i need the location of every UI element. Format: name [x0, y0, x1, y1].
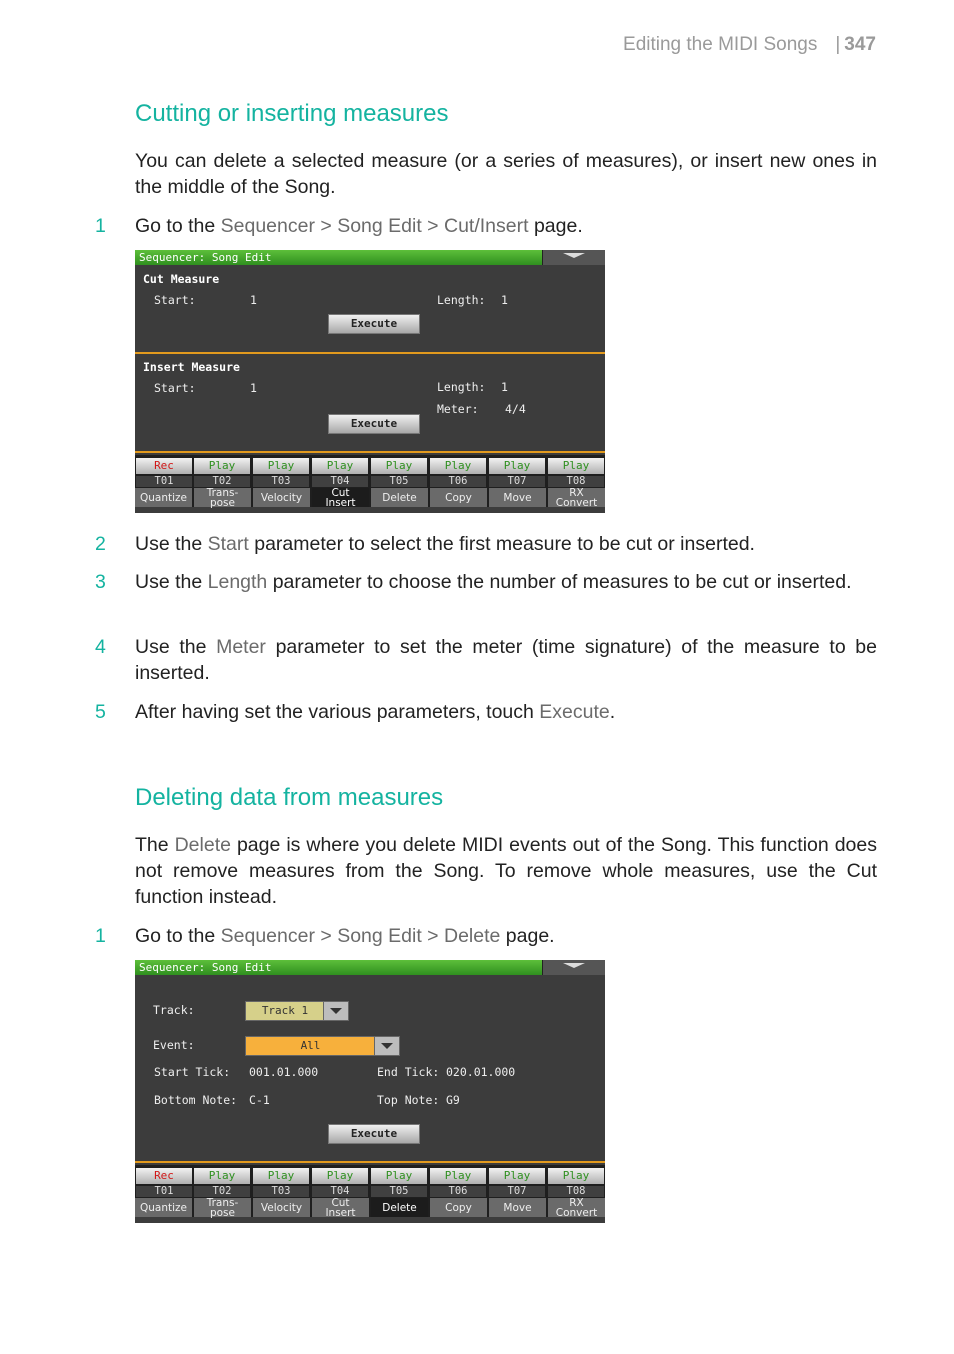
track-state[interactable]: Play — [253, 458, 309, 474]
track-name: T02 — [194, 1186, 250, 1197]
step-number: 5 — [95, 701, 106, 723]
track-label: Track: — [153, 1003, 195, 1017]
track-area — [135, 455, 605, 507]
step-text: Go to the Sequencer > Song Edit > Cut/Insert page. — [135, 215, 583, 237]
section-heading-delete: Deleting data from measures — [135, 784, 444, 811]
track-name: T03 — [253, 476, 309, 487]
page-number: 347 — [844, 34, 876, 55]
tab-move[interactable]: Move — [489, 1198, 546, 1217]
dropdown-arrow — [374, 1037, 399, 1055]
end-tick-value[interactable]: 020.01.000 — [446, 1065, 516, 1079]
tab-cut-insert[interactable]: Cut Insert — [312, 1198, 369, 1217]
bottom-note-label: Bottom Note: — [154, 1093, 238, 1107]
section-divider — [135, 352, 605, 354]
track-area — [135, 1165, 605, 1217]
menu-arrow-icon — [563, 253, 585, 258]
track-state[interactable]: Rec — [136, 1168, 192, 1184]
tab-delete[interactable]: Delete — [371, 488, 428, 507]
cut-insert-screen — [135, 250, 605, 513]
track-state[interactable]: Play — [489, 1168, 545, 1184]
cut-start-value[interactable]: 1 — [250, 293, 257, 307]
track-name: T06 — [430, 1186, 486, 1197]
chevron-down-icon — [381, 1043, 393, 1049]
tab-velocity[interactable]: Velocity — [253, 1198, 310, 1217]
track-name: T01 — [136, 1186, 192, 1197]
track-name: T05 — [371, 1186, 427, 1197]
insert-start-label: Start: — [154, 381, 196, 395]
tab-transpose[interactable]: Trans- pose — [194, 1198, 251, 1217]
track-name: T01 — [136, 476, 192, 487]
tab-delete[interactable]: Delete — [371, 1198, 428, 1217]
event-label: Event: — [153, 1038, 195, 1052]
dropdown-arrow — [323, 1002, 348, 1020]
track-dropdown[interactable] — [245, 1001, 349, 1021]
insert-start-value[interactable]: 1 — [250, 381, 257, 395]
step-text: Use the Start parameter to select the first measure to be cut or inserted. — [135, 533, 755, 555]
cut-length-value[interactable]: 1 — [501, 293, 508, 307]
track-name: T04 — [312, 1186, 368, 1197]
running-head — [623, 34, 876, 56]
track-state[interactable]: Play — [548, 458, 604, 474]
tab-quantize[interactable]: Quantize — [135, 1198, 192, 1217]
delete-screen — [135, 960, 605, 1223]
top-note-label: Top Note: — [377, 1093, 440, 1107]
track-state[interactable]: Play — [194, 1168, 250, 1184]
section1-intro: You can delete a selected measure (or a series of measures), or insert new ones in the middle of the Song. — [135, 150, 877, 198]
insert-execute-button[interactable]: Execute — [328, 414, 420, 434]
section-heading-cut-insert: Cutting or inserting measures — [135, 100, 449, 127]
insert-length-value[interactable]: 1 — [501, 380, 508, 394]
track-state[interactable]: Play — [253, 1168, 309, 1184]
track-name: T08 — [548, 1186, 604, 1197]
track-state[interactable]: Play — [548, 1168, 604, 1184]
cut-execute-button[interactable]: Execute — [328, 314, 420, 334]
track-divider — [135, 1161, 605, 1163]
step-text: Use the Meter parameter to set the meter (time signature) of the measure to be inserted. — [135, 636, 877, 684]
tab-rx-convert[interactable]: RX Convert — [548, 1198, 605, 1217]
tab-cut-insert[interactable]: Cut Insert — [312, 488, 369, 507]
track-state[interactable]: Play — [312, 1168, 368, 1184]
start-tick-label: Start Tick: — [154, 1065, 231, 1079]
insert-length-label: Length: — [437, 380, 486, 394]
track-state[interactable]: Play — [430, 1168, 486, 1184]
tab-copy[interactable]: Copy — [430, 1198, 487, 1217]
delete-execute-button[interactable]: Execute — [328, 1124, 420, 1144]
step-number: 3 — [95, 571, 106, 593]
track-name: T03 — [253, 1186, 309, 1197]
bottom-note-value[interactable]: C-1 — [249, 1093, 270, 1107]
tab-quantize[interactable]: Quantize — [135, 488, 192, 507]
step-number: 4 — [95, 636, 106, 658]
track-name: T07 — [489, 476, 545, 487]
section2-intro: The Delete page is where you delete MIDI events out of the Song. This function does not remove measures from the Song. To remove whole measures, use the Cut function instead. — [135, 834, 877, 908]
header-separator: | — [835, 34, 841, 55]
tab-move[interactable]: Move — [489, 488, 546, 507]
track-name: T08 — [548, 476, 604, 487]
track-state[interactable]: Play — [371, 458, 427, 474]
page-menu-button[interactable] — [542, 250, 605, 265]
tab-transpose[interactable]: Trans- pose — [194, 488, 251, 507]
cut-length-label: Length: — [437, 293, 486, 307]
chevron-down-icon — [330, 1008, 342, 1014]
track-state[interactable]: Play — [489, 458, 545, 474]
track-name: T02 — [194, 476, 250, 487]
event-dropdown[interactable] — [245, 1036, 400, 1056]
step-number: 1 — [95, 215, 106, 237]
track-state[interactable]: Play — [312, 458, 368, 474]
track-state[interactable]: Rec — [136, 458, 192, 474]
end-tick-label: End Tick: — [377, 1065, 440, 1079]
screen-title: Sequencer: Song Edit — [139, 961, 272, 974]
track-state[interactable]: Play — [430, 458, 486, 474]
step-text: Go to the Sequencer > Song Edit > Delete page. — [135, 925, 555, 947]
track-divider — [135, 451, 605, 453]
screen-titlebar — [135, 960, 605, 975]
start-tick-value[interactable]: 001.01.000 — [249, 1065, 319, 1079]
track-name: T04 — [312, 476, 368, 487]
menu-arrow-icon — [563, 963, 585, 968]
cut-measure-heading: Cut Measure — [143, 272, 220, 286]
tab-copy[interactable]: Copy — [430, 488, 487, 507]
page-menu-button[interactable] — [542, 960, 605, 975]
screen-title: Sequencer: Song Edit — [139, 251, 272, 264]
insert-meter-value[interactable]: 4/4 — [505, 402, 526, 416]
track-name: T06 — [430, 476, 486, 487]
top-note-value[interactable]: G9 — [446, 1093, 460, 1107]
screen-titlebar — [135, 250, 605, 265]
step-number: 2 — [95, 533, 106, 555]
tab-rx-convert[interactable]: RX Convert — [548, 488, 605, 507]
running-title: Editing the MIDI Songs — [623, 34, 818, 55]
tab-velocity[interactable]: Velocity — [253, 488, 310, 507]
step-text: After having set the various parameters, touch Execute. — [135, 701, 616, 723]
track-name: T05 — [371, 476, 427, 487]
track-state[interactable]: Play — [194, 458, 250, 474]
insert-meter-label: Meter: — [437, 402, 479, 416]
cut-start-label: Start: — [154, 293, 196, 307]
track-name: T07 — [489, 1186, 545, 1197]
track-dropdown-value: Track 1 — [261, 1004, 309, 1017]
track-state[interactable]: Play — [371, 1168, 427, 1184]
insert-measure-heading: Insert Measure — [143, 360, 240, 374]
step-number: 1 — [95, 925, 106, 947]
event-dropdown-value: All — [300, 1039, 321, 1052]
step-text: Use the Length parameter to choose the number of measures to be cut or inserted. — [135, 571, 852, 593]
